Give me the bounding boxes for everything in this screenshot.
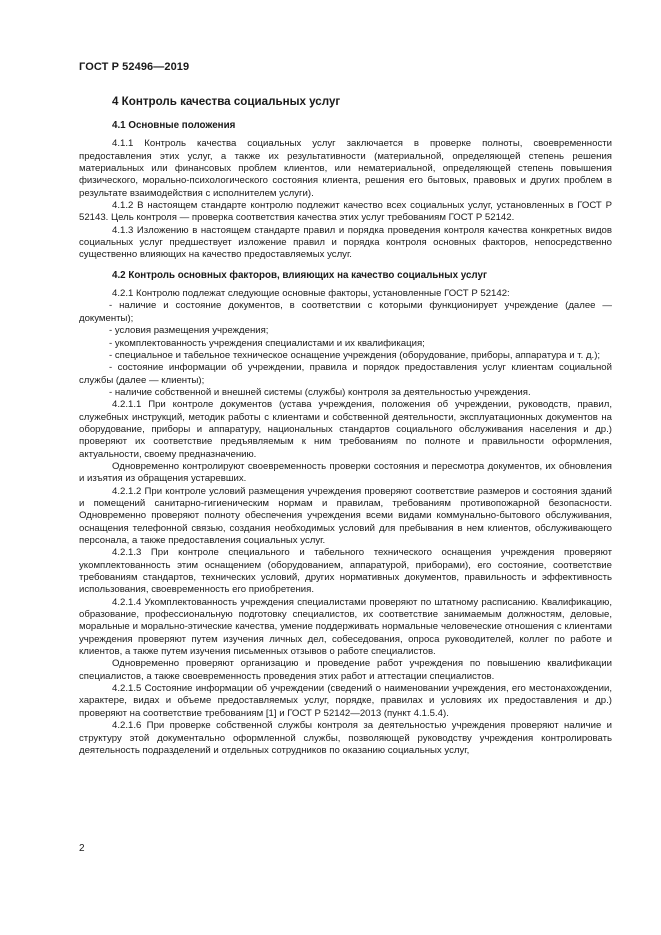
paragraph-4-2-1-5: 4.2.1.5 Состояние информации об учреждении (сведений о наименовании учреждения, его местонахождении, характере, видах и объеме предоставляемых услуг, порядке, правилах и условиях их предоставления и др.) проверяют на соответствие требованиям [1] и ГОСТ Р 52142—2013 (пункт 4.1.5.4). — [79, 683, 612, 719]
standard-designation: ГОСТ Р 52496—2019 — [79, 61, 190, 73]
paragraph: Одновременно контролируют своевременность проверки состояния и пересмотра документов, их обновления и изъятия из обращения устаревших. — [79, 460, 612, 485]
paragraph: Одновременно проверяют организацию и проведение работ учреждения по повышению квалификации специалистов, а также своевременность проведения этих работ и аттестации специалистов. — [79, 658, 612, 682]
list-item: - состояние информации об учреждении, правила и порядок предоставления услуг клиентам социальной службы (далее — клиенты); — [79, 362, 612, 386]
paragraph-4-2-1: 4.2.1 Контролю подлежат следующие основные факторы, установленные ГОСТ Р 52142: — [112, 288, 510, 300]
paragraph-4-1-2: 4.1.2 В настоящем стандарте контролю подлежит качество всех социальных услуг, установленных в ГОСТ Р 52143. Цель контроля — проверка соответствия качества этих услуг требованиям ГОСТ Р 52142. — [79, 200, 612, 224]
paragraph-4-2-1-6: 4.2.1.6 При проверке собственной службы контроля за деятельностью учреждения проверяют наличие и структуру этой документально оформленной службы, позволяющей руководству учреждения контролировать деятельность подразделений и отдельных сотрудников по оказанию социальных услуг, — [79, 720, 612, 756]
paragraph-4-2-1-4: 4.2.1.4 Укомплектованность учреждения специалистами проверяют по штатному расписанию. Квалификацию, образование, профессиональную подготовку специалистов, их соответствие занимаемым должностям, деловые, моральные и морально-этические качества, умение поддерживать нормальные человеческие отношения с клиентами учреждения проверяют путем изучения личных дел, собеседования, опроса руководителей, коллег по работе и клиентов, а также путем изучения письменных отзывов о работе специалистов. — [79, 596, 612, 658]
paragraph-4-1-1: 4.1.1 Контроль качества социальных услуг заключается в проверке полноты, своевременности предоставления этих услуг, а также их результативности (материальной, определяющей степень решения материальных или финансовых проблем клиентов, или нематериальной, определяющей степень повышения физического, морально-психологического состояния клиента, решения его бытовых, правовых и других проблем в результате взаимодействия с исполнителем услуги). — [79, 138, 612, 199]
list-item: - условия размещения учреждения; — [109, 325, 269, 337]
list-item: - специальное и табельное техническое оснащение учреждения (оборудование, приборы, аппаратура и т. д.); — [109, 349, 601, 361]
page-content — [79, 95, 612, 757]
paragraph-4-2-1-3: 4.2.1.3 При контроле специального и табельного технического оснащения учреждения проверяют укомплектованность этим оснащением (оборудованием, аппаратурой, приборами), его состояние, соответствие требованиям стандартов, технических условий, других нормативных документов, правильность и эффективность использования, своевременность его приобретения. — [79, 547, 612, 596]
subsection-heading-4-2: 4.2 Контроль основных факторов, влияющих на качество социальных услуг — [112, 269, 488, 281]
page-number: 2 — [79, 843, 85, 854]
paragraph-4-1-3: 4.1.3 Изложению в настоящем стандарте правил и порядка проведения контроля качества конкретных видов социальных услуг предшествует изложение правил и порядка контроля основных факторов, непосредственно существенно влияющих на качество предоставляемых услуг. — [79, 224, 612, 261]
paragraph-4-2-1-2: 4.2.1.2 При контроле условий размещения учреждения проверяют соответствие размеров и состояния зданий и помещений санитарно-гигиеническим нормам и правилам, требованиям противопожарной безопасности. Одновременно проверяют полноту обеспечения учреждения всеми видами коммунально-бытового обслуживания, оснащения телефонной связью, создания необходимых условий для пребывания в нем клиентов, обслуживающего персонала, а также предоставления социальных услуг. — [79, 485, 612, 546]
list-item: - укомплектованность учреждения специалистами и их квалификация; — [109, 337, 425, 349]
subsection-heading-4-1: 4.1 Основные положения — [112, 120, 236, 131]
section-heading: 4 Контроль качества социальных услуг — [112, 95, 341, 108]
list-item: - наличие собственной и внешней системы (службы) контроля за деятельностью учреждения. — [109, 386, 531, 398]
list-item: - наличие и состояние документов, в соответствии с которыми функционирует учреждение (далее — документы); — [79, 300, 612, 324]
paragraph-4-2-1-1: 4.2.1.1 При контроле документов (устава учреждения, положения об учреждении, руководств, правил, служебных инструкций, методик работы с клиентами и собственной деятельности, эксплуатационных документов на оборудование, приборы и аппаратуру, национальных стандартов социального обслуживания населения и др.) проверяют их соответствие предъявляемым к ним требованиям по полноте и правильности оформления, актуальности, своему предназначению. — [79, 399, 612, 460]
